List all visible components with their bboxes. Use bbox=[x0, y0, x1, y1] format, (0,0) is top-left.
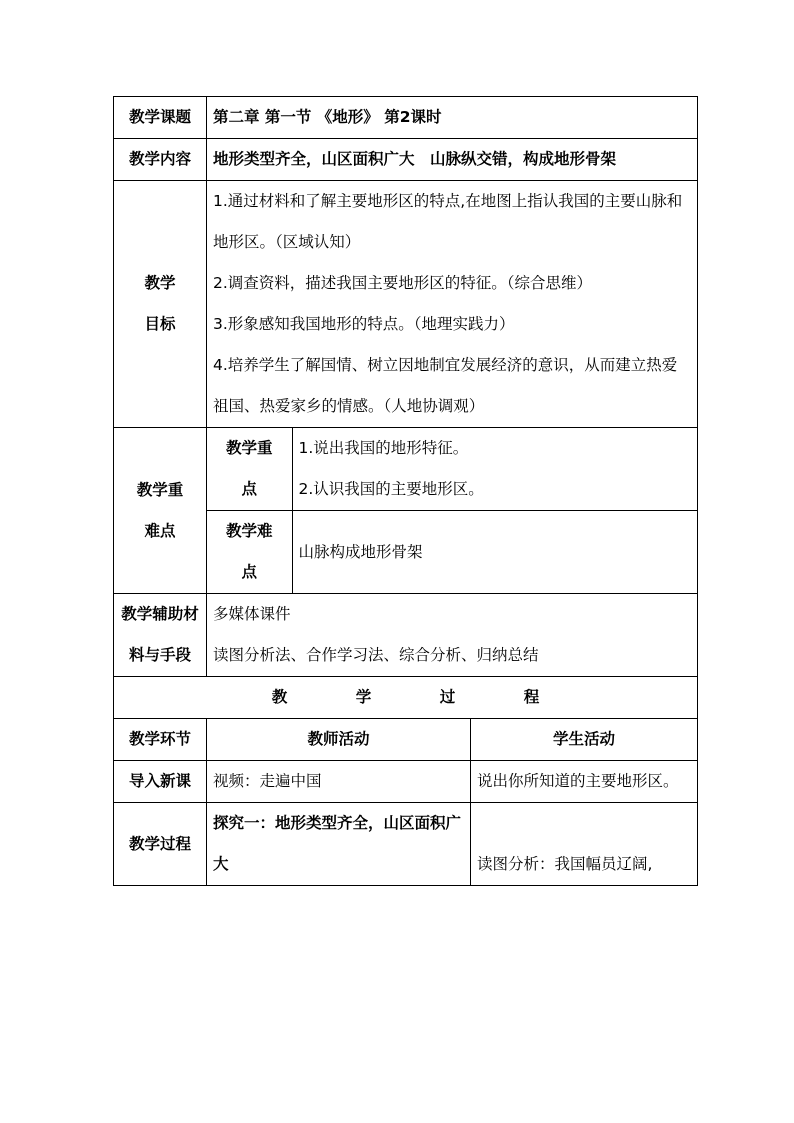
difficulty-label: 教学难点 bbox=[207, 511, 292, 594]
col-stage-header: 教学环节 bbox=[114, 719, 207, 761]
main-row bbox=[114, 803, 698, 886]
goals-list bbox=[207, 181, 698, 428]
goal-item: 1.通过材料和了解主要地形区的特点,在地图上指认我国的主要山脉和地形区。（区域认知） bbox=[213, 192, 683, 251]
goals-row bbox=[114, 181, 698, 428]
topic-label: 教学课题 bbox=[114, 97, 207, 139]
key-points-subtable bbox=[207, 428, 697, 593]
materials-label: 教学辅助材料与手段 bbox=[114, 594, 207, 677]
materials-row bbox=[114, 594, 698, 677]
focus-list bbox=[292, 428, 697, 511]
focus-item: 2.认识我国的主要地形区。 bbox=[298, 480, 484, 498]
main-teacher: 探究一：地形类型齐全，山区面积广大 bbox=[207, 803, 471, 886]
process-header-row bbox=[114, 719, 698, 761]
intro-row bbox=[114, 761, 698, 803]
key-points-label bbox=[114, 428, 207, 594]
focus-row bbox=[207, 428, 697, 511]
key-points-row bbox=[114, 428, 698, 594]
content-row bbox=[114, 139, 698, 181]
materials-line: 读图分析法、合作学习法、综合分析、归纳总结 bbox=[213, 646, 539, 664]
process-title-row bbox=[114, 677, 698, 719]
difficulty-value: 山脉构成地形骨架 bbox=[292, 511, 697, 594]
goal-item: 2.调查资料，描述我国主要地形区的特征。（综合思维） bbox=[213, 274, 593, 292]
key-points-label-line-2: 难点 bbox=[144, 521, 176, 540]
main-student: 读图分析：我国幅员辽阔, bbox=[471, 803, 698, 886]
col-student-header: 学生活动 bbox=[471, 719, 698, 761]
topic-value: 第二章 第一节 《地形》 第2课时 bbox=[207, 97, 698, 139]
col-teacher-header: 教师活动 bbox=[207, 719, 471, 761]
lesson-plan-table bbox=[113, 96, 698, 886]
process-title-char: 教 bbox=[271, 688, 288, 706]
intro-stage: 导入新课 bbox=[114, 761, 207, 803]
process-title-char: 过 bbox=[439, 688, 456, 706]
topic-row bbox=[114, 97, 698, 139]
materials-line: 多媒体课件 bbox=[213, 605, 291, 623]
content-label: 教学内容 bbox=[114, 139, 207, 181]
intro-teacher: 视频：走遍中国 bbox=[207, 761, 471, 803]
goals-label bbox=[114, 181, 207, 428]
process-title bbox=[114, 677, 698, 719]
process-title-char: 学 bbox=[355, 688, 372, 706]
goal-item: 4.培养学生了解国情、树立因地制宜发展经济的意识，从而建立热爱祖国、热爱家乡的情感。（人地协调观） bbox=[213, 356, 678, 415]
intro-student: 说出你所知道的主要地形区。 bbox=[471, 761, 698, 803]
process-title-char: 程 bbox=[523, 688, 540, 706]
main-stage: 教学过程 bbox=[114, 803, 207, 886]
key-points-label-line-1: 教学重 bbox=[136, 480, 184, 499]
focus-label: 教学重点 bbox=[207, 428, 292, 511]
difficulty-row bbox=[207, 511, 697, 594]
goals-label-line-2: 目标 bbox=[144, 315, 176, 333]
goals-label-line-1: 教学 bbox=[144, 274, 176, 292]
focus-item: 1.说出我国的地形特征。 bbox=[298, 439, 469, 457]
content-value: 地形类型齐全，山区面积广大 山脉纵交错，构成地形骨架 bbox=[207, 139, 698, 181]
goal-item: 3.形象感知我国地形的特点。（地理实践力） bbox=[213, 315, 515, 333]
materials-value bbox=[207, 594, 698, 677]
key-points-cell bbox=[207, 428, 698, 594]
